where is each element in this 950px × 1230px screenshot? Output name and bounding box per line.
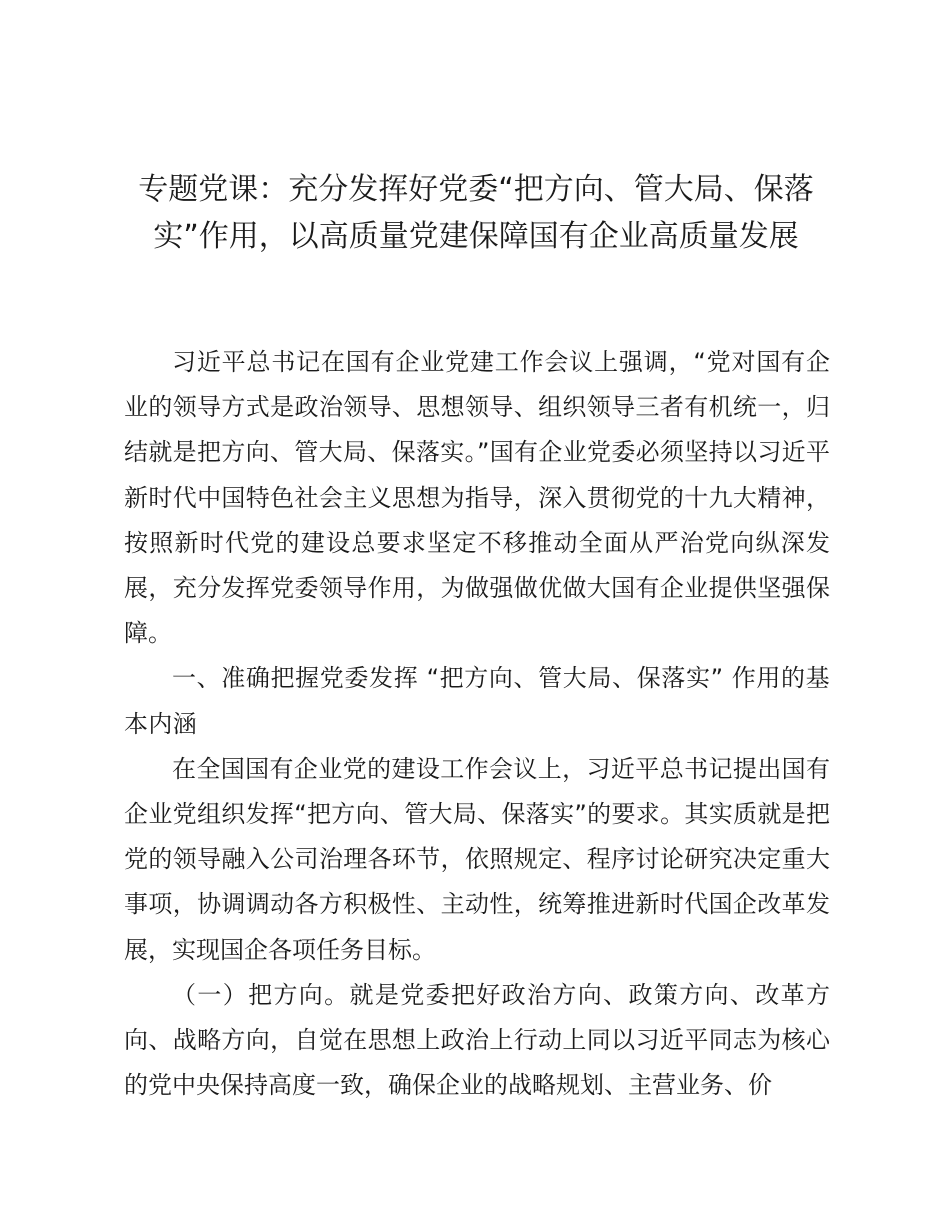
document-body <box>124 340 830 1108</box>
paragraph-direction: （一）把方向。就是党委把好政治方向、政策方向、改革方向、战略方向，自觉在思想上政治上行动上同以习近平同志为核心的党中央保持高度一致，确保企业的战略规划、主营业务、价 <box>124 980 830 1100</box>
paragraph-intro: 习近平总书记在国有企业党建工作会议上强调，“党对国有企业的领导方式是政治领导、思想领导、组织领导三者有机统一，归结就是把方向、管大局、保落实。”国有企业党委必须坚持以习近平新时代中国特色社会主义思想为指导，深入贯彻党的十九大精神，按照新时代党的建设总要求坚定不移推动全面从严治党向纵深发展，充分发挥党委领导作用，为做强做优做大国有企业提供坚强保障。 <box>124 348 830 648</box>
section-heading-1: 一、准确把握党委发挥 “把方向、管大局、保落实” 作用的基本内涵 <box>124 664 830 738</box>
paragraph-section-1: 在全国国有企业党的建设工作会议上，习近平总书记提出国有企业党组织发挥“把方向、管大局、保落实”的要求。其实质就是把党的领导融入公司治理各环节，依照规定、程序讨论研究决定重大事项，协调调动各方积极性、主动性，统筹推进新时代国企改革发展，实现国企各项任务目标。 <box>124 754 830 964</box>
document-title: 专题党课：充分发挥好党委“把方向、管大局、保落实”作用，以高质量党建保障国有企业高质量发展 <box>138 172 814 254</box>
